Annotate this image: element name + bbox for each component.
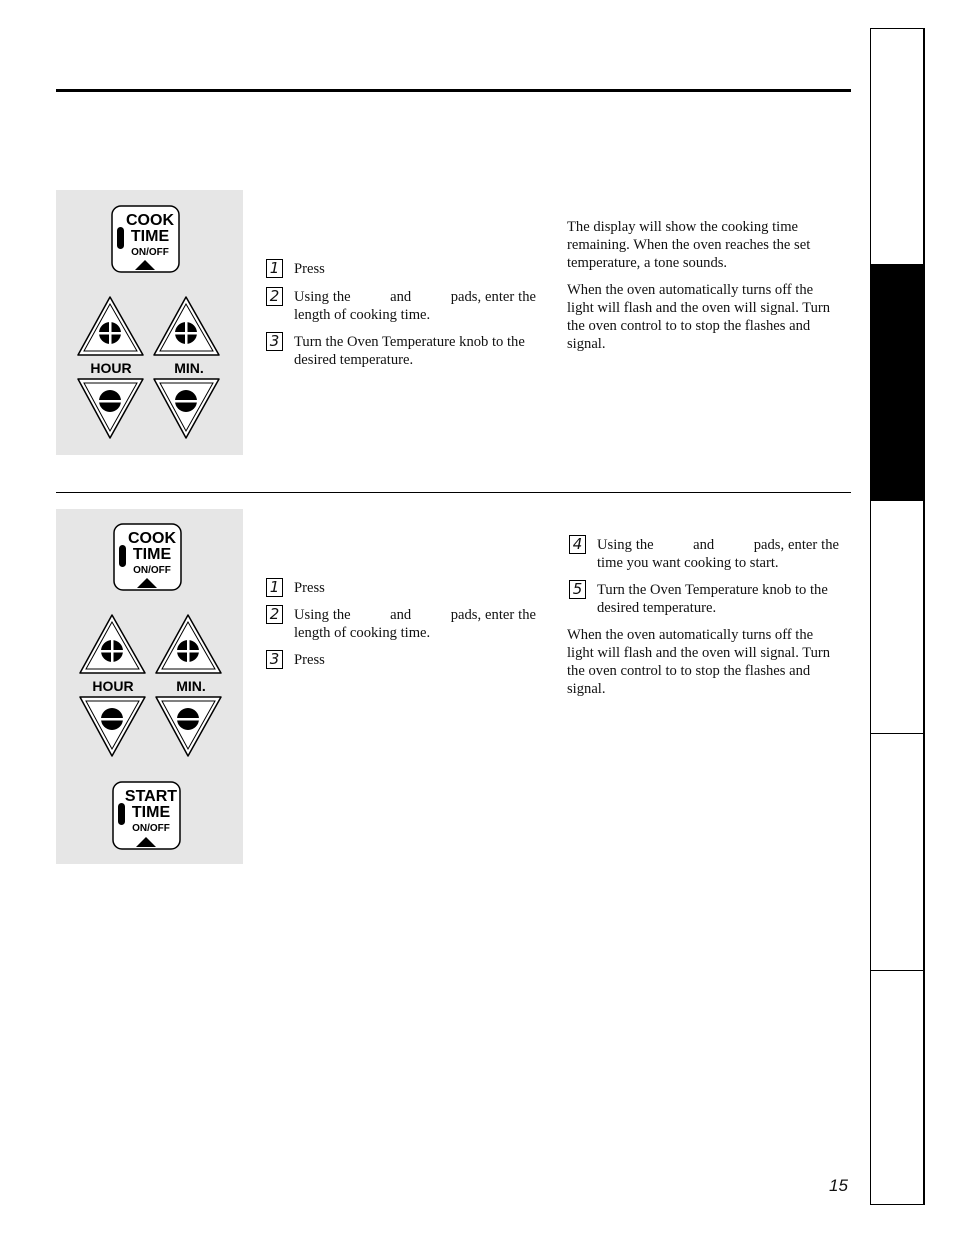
onoff-label: ON/OFF xyxy=(133,565,171,576)
section-tab-1[interactable] xyxy=(871,29,923,265)
step-4-enter-start xyxy=(569,535,843,572)
section-divider xyxy=(56,492,851,493)
time-label: TIME xyxy=(130,228,170,245)
section-tab-4[interactable] xyxy=(871,734,923,971)
section-tab-3[interactable] xyxy=(871,501,923,734)
section-tab-5[interactable] xyxy=(871,971,923,1204)
onoff-label: ON/OFF xyxy=(132,823,170,834)
min-minus-pad xyxy=(154,379,219,438)
step-3-set-temp xyxy=(266,333,536,369)
start-time-pad xyxy=(113,782,180,849)
cook-time-pad xyxy=(114,524,181,590)
step-text: Turn the Oven Temperature knob to the desired temperature. xyxy=(597,582,828,616)
step-text: Using the and pads, enter the time you want cooking to start. xyxy=(597,537,843,571)
info-paragraph-auto-off: When the oven automatically turns off the light will flash and the oven will signal. Turn the oven control to to stop the flashes and signal. xyxy=(567,282,831,352)
cook-time-pad xyxy=(112,206,179,272)
step-number: 1 xyxy=(266,259,283,278)
hour-label: HOUR xyxy=(90,360,132,376)
step-number: 4 xyxy=(569,535,586,554)
step-number: 2 xyxy=(266,287,283,306)
min-plus-pad xyxy=(154,297,219,355)
time-label: TIME xyxy=(131,804,171,821)
step-2-enter-length xyxy=(266,287,540,324)
step-2-enter-length xyxy=(266,605,540,642)
min-minus-pad xyxy=(156,697,221,756)
start-label: START xyxy=(124,788,178,805)
time-label: TIME xyxy=(132,546,172,563)
onoff-label: ON/OFF xyxy=(131,247,169,258)
min-plus-pad xyxy=(156,615,221,673)
min-label: MIN. xyxy=(174,360,204,376)
info-paragraph-display: The display will show the cooking time remaining. When the oven reaches the set temperature, a tone sounds. xyxy=(567,219,811,271)
section-tab-strip xyxy=(870,28,925,1205)
hour-minus-pad xyxy=(80,697,145,756)
step-text: Using the and pads, enter the length of cooking time. xyxy=(294,289,540,323)
hour-plus-pad xyxy=(78,297,143,355)
top-rule xyxy=(56,89,851,92)
step-number: 1 xyxy=(266,578,283,597)
control-panel-illustration-2 xyxy=(56,509,243,864)
min-label: MIN. xyxy=(176,678,206,694)
hour-plus-pad xyxy=(80,615,145,673)
cook-label: COOK xyxy=(126,212,174,229)
step-number: 2 xyxy=(266,605,283,624)
step-number: 5 xyxy=(569,580,586,599)
step-text: Turn the Oven Temperature knob to the desired temperature. xyxy=(294,334,525,368)
control-panel-illustration-1 xyxy=(56,190,243,455)
page-number: 15 xyxy=(829,1176,848,1195)
step-1-press xyxy=(266,260,536,278)
step-1-press xyxy=(266,579,536,597)
step-text: Press xyxy=(294,652,325,668)
step-3-press xyxy=(266,651,536,669)
info-paragraph-auto-off: When the oven automatically turns off the light will flash and the oven will signal. Turn the oven control to to stop the flashes and signal. xyxy=(567,627,831,697)
section-tab-2-active[interactable] xyxy=(871,265,923,501)
step-number: 3 xyxy=(266,650,283,669)
step-text: Press xyxy=(294,580,325,596)
step-text: Using the and pads, enter the length of cooking time. xyxy=(294,607,540,641)
cook-label: COOK xyxy=(128,530,176,547)
step-5-set-temp xyxy=(569,581,839,617)
hour-minus-pad xyxy=(78,379,143,438)
hour-label: HOUR xyxy=(92,678,134,694)
step-number: 3 xyxy=(266,332,283,351)
step-text: Press xyxy=(294,261,325,277)
